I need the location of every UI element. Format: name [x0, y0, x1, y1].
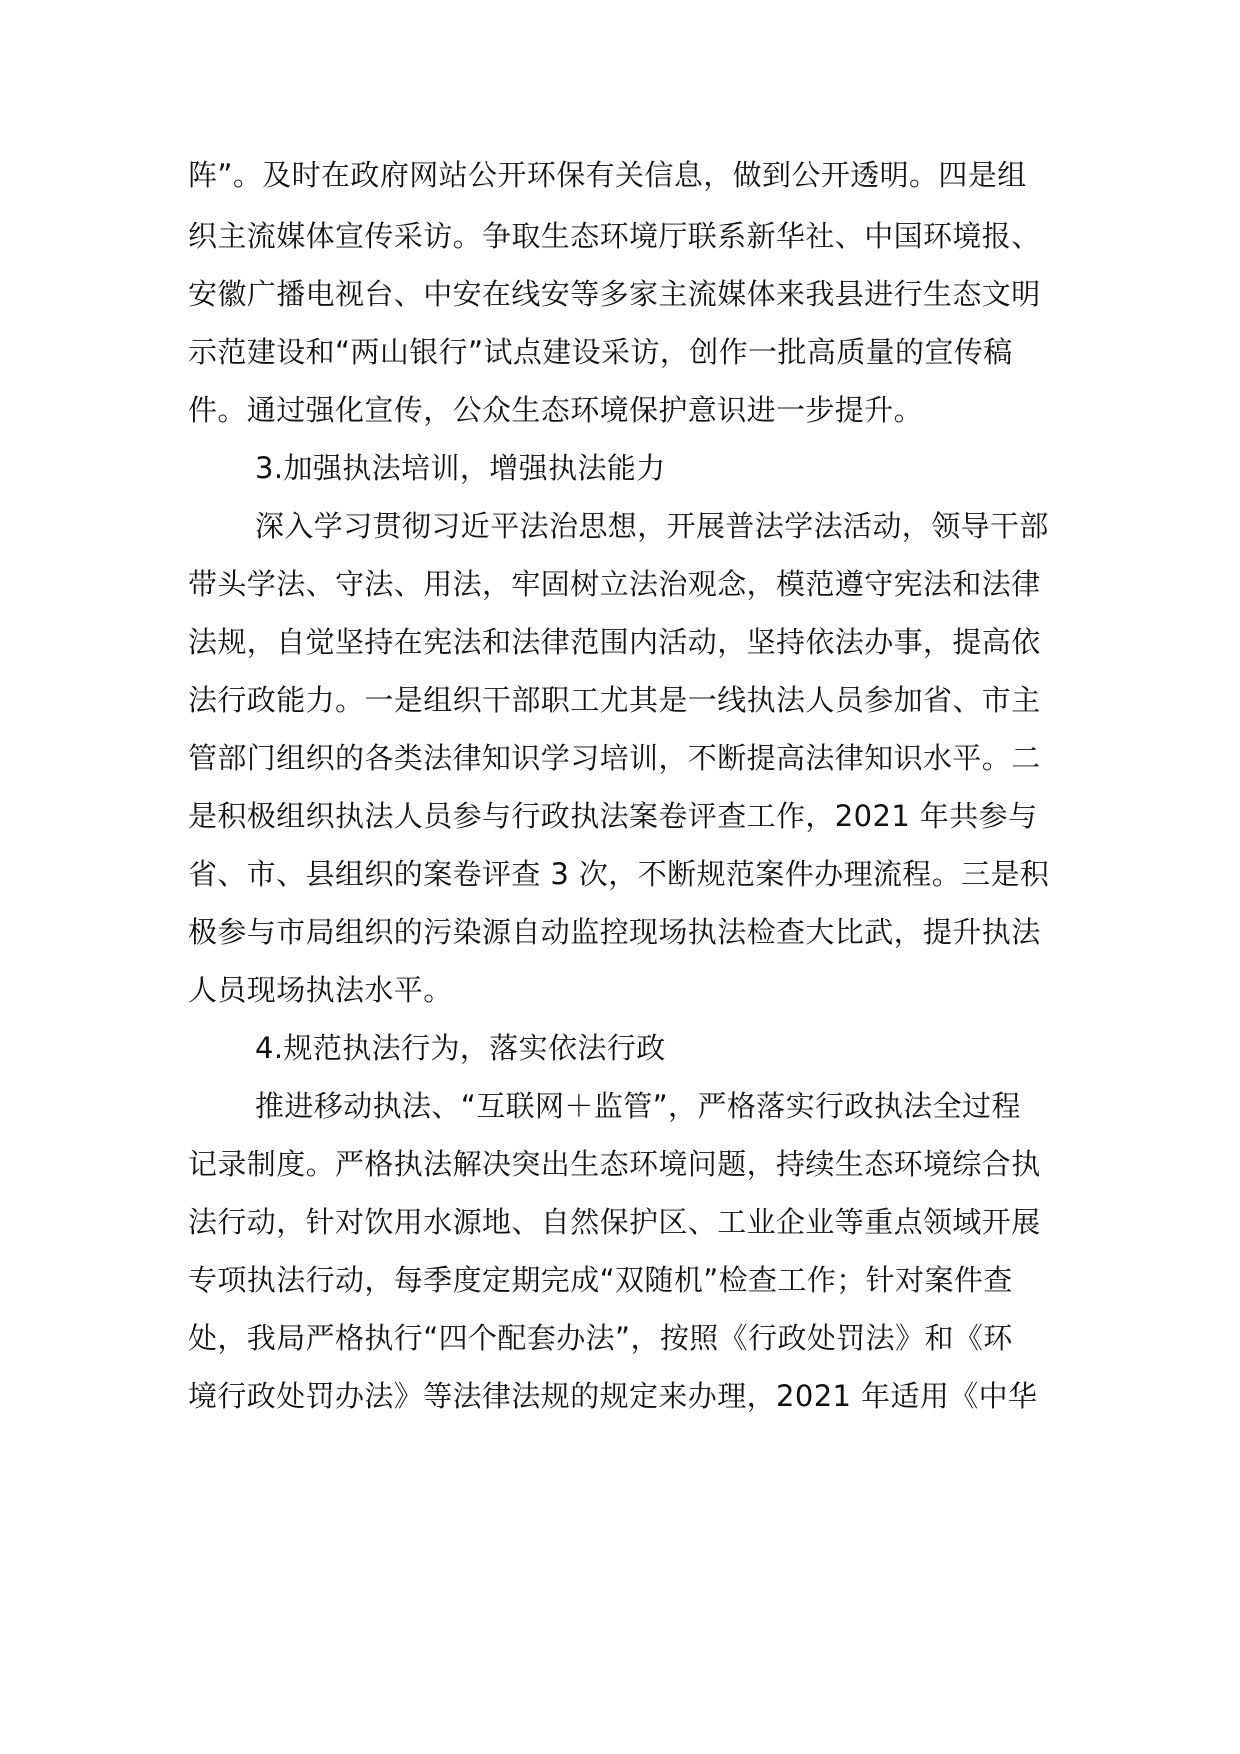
body-line: 记录制度。严格执法解决突出生态环境问题，持续生态环境综合执	[188, 1147, 1041, 1181]
body-line: 管部门组织的各类法律知识学习培训，不断提高法律知识水平。二	[188, 741, 1041, 775]
body-line: 带头学法、守法、用法，牢固树立法治观念，模范遵守宪法和法律	[188, 567, 1041, 601]
body-line: 件。通过强化宣传，公众生态环境保护意识进一步提升。	[188, 393, 924, 427]
body-line: 安徽广播电视台、中安在线安等多家主流媒体来我县进行生态文明	[188, 277, 1041, 311]
section-heading: 4.规范执法行为，落实依法行政	[255, 1031, 666, 1065]
section-heading: 3.加强执法培训，增强执法能力	[255, 451, 666, 485]
body-line: 省、市、县组织的案卷评查 3 次，不断规范案件办理流程。三是积	[188, 857, 1050, 891]
body-line: 示范建设和“两山银行”试点建设采访，创作一批高质量的宣传稿	[188, 335, 1013, 369]
body-line: 境行政处罚办法》等法律法规的规定来办理，2021 年适用《中华	[188, 1379, 1038, 1413]
body-line: 是积极组织执法人员参与行政执法案卷评查工作，2021 年共参与	[188, 799, 1038, 833]
body-line: 深入学习贯彻习近平法治思想，开展普法学法活动，领导干部	[255, 509, 1049, 543]
body-line: 处，我局严格执行“四个配套办法”，按照《行政处罚法》和《环	[188, 1321, 1013, 1355]
body-line: 人员现场执法水平。	[188, 973, 453, 1007]
body-line: 推进移动执法、“互联网＋监管”，严格落实行政执法全过程	[255, 1089, 1021, 1123]
body-line: 法行政能力。一是组织干部职工尤其是一线执法人员参加省、市主	[188, 683, 1041, 717]
body-line: 极参与市局组织的污染源自动监控现场执法检查大比武，提升执法	[188, 915, 1041, 949]
body-line: 阵”。及时在政府网站公开环保有关信息，做到公开透明。四是组	[188, 158, 1027, 192]
body-line: 法规，自觉坚持在宪法和法律范围内活动，坚持依法办事，提高依	[188, 625, 1041, 659]
body-line: 法行动，针对饮用水源地、自然保护区、工业企业等重点领域开展	[188, 1205, 1041, 1239]
body-line: 专项执法行动，每季度定期完成“双随机”检查工作；针对案件查	[188, 1263, 1013, 1297]
body-line: 织主流媒体宣传采访。争取生态环境厅联系新华社、中国环境报、	[188, 219, 1041, 253]
